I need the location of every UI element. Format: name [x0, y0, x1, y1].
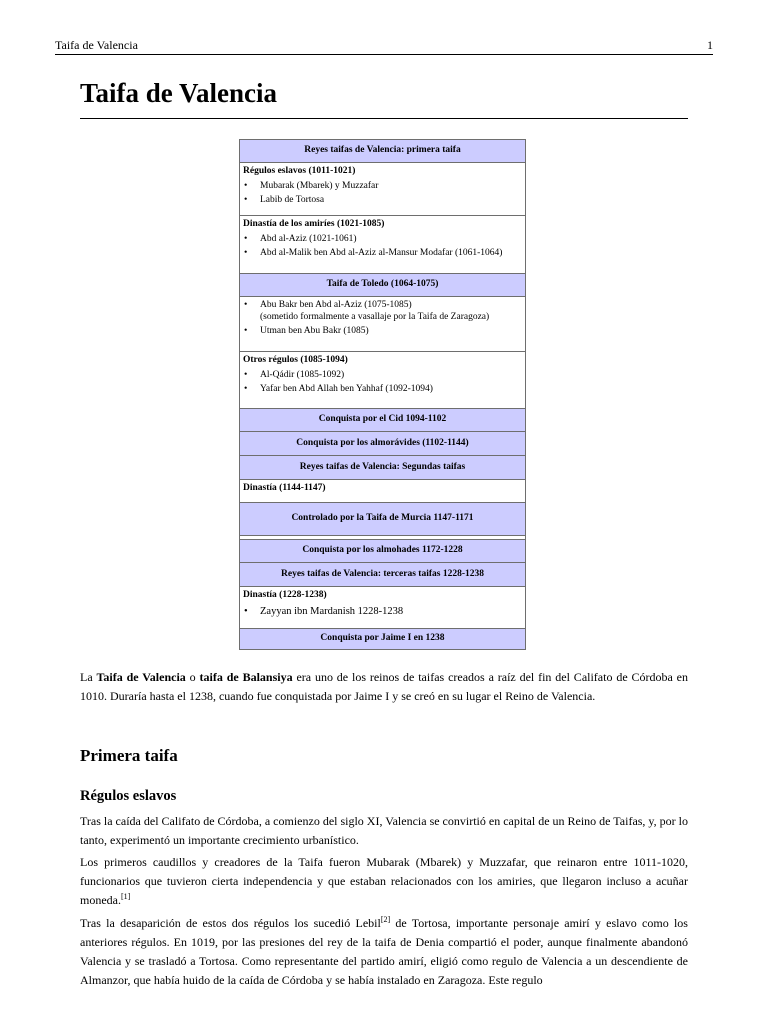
infobox-section-toledo	[240, 297, 525, 352]
subsection-heading: Régulos eslavos	[80, 788, 177, 804]
ruler-list	[243, 300, 522, 338]
list-item: • Labib de Tortosa	[243, 195, 522, 207]
infobox-section-dinastia-1228	[240, 587, 525, 629]
list-item-note: (sometido formalmente a vasallaje por la Taifa de Zaragoza)	[260, 311, 490, 322]
section-label: Otros régulos (1085-1094)	[243, 355, 348, 365]
infobox-band-toledo: Taifa de Toledo (1064-1075)	[240, 274, 525, 297]
infobox-band-jaime: Conquista por Jaime I en 1238	[240, 629, 525, 649]
ruler-list	[243, 605, 522, 618]
intro-bold-balansiya: taifa de Balansiya	[199, 670, 293, 684]
infobox-section-otros	[240, 352, 525, 409]
intro-post: era uno de los reinos de taifas creados a raíz del fin del Califato de Córdoba en 1010. Duraría hasta el 1238, cuando fue conquistada por Jaime I y se creó en su lugar el Reino de Valencia.	[80, 670, 689, 703]
list-item: • Al-Qádir (1085-1092)	[243, 370, 522, 382]
section-label: Dinastía (1144-1147)	[243, 483, 326, 493]
list-item: • Utman ben Abu Bakr (1085)	[243, 326, 522, 338]
infobox-band-almohades: Conquista por los almohades 1172-1228	[240, 540, 525, 563]
list-item: • Zayyan ibn Mardanish 1228-1238	[243, 605, 522, 618]
infobox-band-murcia: Controlado por la Taifa de Murcia 1147-1171	[240, 503, 525, 536]
section-heading: Primera taifa	[80, 746, 178, 765]
paragraph-1: Tras la caída del Califato de Córdoba, a comienzo del siglo XI, Valencia se convirtió en capital de un Reino de Taifas, y, por lo tanto, experimentó un importante crecimiento urbanístico.	[80, 814, 688, 847]
running-header	[55, 38, 713, 55]
infobox-band-reyes-primera: Reyes taifas de Valencia: primera taifa	[240, 140, 525, 163]
intro-bold-taifa-valencia: Taifa de Valencia	[96, 670, 186, 684]
page-number: 1	[707, 38, 713, 52]
list-item: • Abd al-Aziz (1021-1061)	[243, 234, 522, 246]
infobox-band-almoravides: Conquista por los almorávides (1102-1144)	[240, 432, 525, 456]
section-label: Dinastía de los amiríes (1021-1085)	[243, 219, 385, 229]
running-header-title: Taifa de Valencia	[55, 38, 138, 52]
paragraph-3-text-pre: Tras la desaparición de estos dos régulos los sucedió Lebil	[80, 916, 381, 930]
list-item: • Mubarak (Mbarek) y Muzzafar	[243, 181, 522, 193]
title-rule	[80, 118, 688, 119]
intro-mid: o	[185, 670, 200, 684]
list-item: • Yafar ben Abd Allah ben Yahhaf (1092-1094)	[243, 384, 522, 396]
list-item: • Abd al-Malik ben Abd al-Aziz al-Mansur Modafar (1061-1064)	[243, 248, 522, 260]
section-label: Dinastía (1228-1238)	[243, 590, 327, 600]
page-title: Taifa de Valencia	[80, 78, 278, 108]
infobox	[239, 139, 526, 650]
list-item	[243, 300, 522, 324]
ruler-list	[243, 181, 522, 207]
ruler-list	[243, 370, 522, 396]
intro-pre: La	[80, 670, 97, 684]
ruler-list	[243, 234, 522, 260]
paragraph-3	[80, 914, 688, 990]
reference-link[interactable]: [2]	[380, 915, 391, 924]
paragraph-2-text: Los primeros caudillos y creadores de la Taifa fueron Mubarak (Mbarek) y Muzzafar, que reinaron entre 1011-1020, funcionarios que tuvieron cierta independencia y que estaban relacionados con los amiries, que llegaron incluso a acuñar moneda.	[80, 855, 688, 907]
list-item-text: Abu Bakr ben Abd al-Aziz (1075-1085)	[260, 300, 412, 310]
infobox-band-reyes-terceras: Reyes taifas de Valencia: terceras taifas 1228-1238	[240, 563, 525, 587]
section-label: Régulos eslavos (1011-1021)	[243, 166, 356, 176]
infobox-band-reyes-segundas: Reyes taifas de Valencia: Segundas taifas	[240, 456, 525, 480]
infobox-section-dinastia-1144	[240, 480, 525, 503]
paragraph-3-text-post: de Tortosa, importante personaje amirí y eslavo como los anteriores régulos. En 1019, por las presiones del rey de la taifa de Denia compartió el poder, aunque finalmente abandonó Valencia y se trasladó a Tortosa. Como representante del partido amirí, eligió como regulo de Valencia a un descendiente de Almanzor, que había huido de la caída de Córdoba y se había instalado en Zaragoza. Este regulo	[80, 916, 688, 987]
reference-link[interactable]: [1]	[121, 892, 131, 901]
infobox-section-regulos	[240, 163, 525, 216]
infobox-band-cid: Conquista por el Cid 1094-1102	[240, 409, 525, 432]
paragraph-2	[80, 853, 688, 910]
infobox-section-amiries	[240, 216, 525, 274]
intro-paragraph	[80, 668, 688, 706]
